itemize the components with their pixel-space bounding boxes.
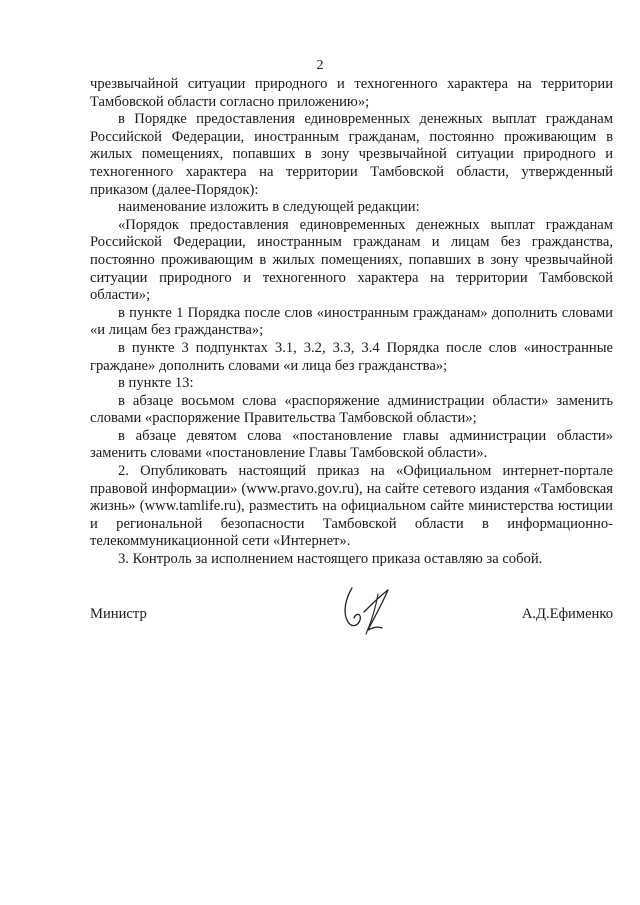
paragraph-8: в абзаце восьмом слова «распоряжение администрации области» заменить словами «распоряжение Правительства Тамбовской области»; — [90, 392, 613, 427]
signatory-name: А.Д.Ефименко — [521, 606, 613, 622]
handwritten-signature — [338, 582, 408, 642]
paragraph-2: в Порядке предоставления единовременных денежных выплат гражданам Российской Федерации, иностранным гражданам, постоянно проживающим в жилых помещениях, попавших в зону чрезвычайной ситуации природного и техногенного характера на территории Тамбовской области, утвержденный приказом (далее-Порядок): — [90, 111, 613, 198]
paragraph-7: в пункте 13: — [118, 375, 194, 392]
signatory-title: Министр — [90, 606, 147, 622]
paragraph-3: наименование изложить в следующей редакции: — [118, 199, 420, 216]
document-body — [90, 76, 613, 569]
signature-block — [90, 600, 613, 648]
paragraph-1: чрезвычайной ситуации природного и техногенного характера на территории Тамбовской области согласно приложению»; — [90, 76, 613, 110]
paragraph-10: 2. Опубликовать настоящий приказ на «Официальном интернет-портале правовой информации» (www.pravo.gov.ru), на сайте сетевого издания «Тамбовская жизнь» (www.tamlife.ru), разместить на официальном сайте министерства юстиции и региональной безопасности Тамбовской области в информационно-телекоммуникационной сети «Интернет». — [90, 463, 613, 550]
paragraph-5: в пункте 1 Порядка после слов «иностранным гражданам» дополнить словами «и лицам без гражданства»; — [90, 304, 613, 339]
paragraph-4: «Порядок предоставления единовременных денежных выплат гражданам Российской Федерации, иностранным гражданам и лицам без гражданства, постоянно проживающим в жилых помещениях, попавших в зону чрезвычайной ситуации природного и техногенного характера на территории Тамбовской области»; — [90, 216, 613, 304]
paragraph-11: 3. Контроль за исполнением настоящего приказа оставляю за собой. — [118, 551, 543, 568]
paragraph-6: в пункте 3 подпунктах 3.1, 3.2, 3.3, 3.4 Порядка после слов «иностранные граждане» дополнить словами «и лица без гражданства»; — [90, 339, 613, 374]
paragraph-9: в абзаце девятом слова «постановление главы администрации области» заменить словами «постановление Главы Тамбовской области». — [90, 427, 613, 462]
page-number: 2 — [316, 58, 324, 73]
